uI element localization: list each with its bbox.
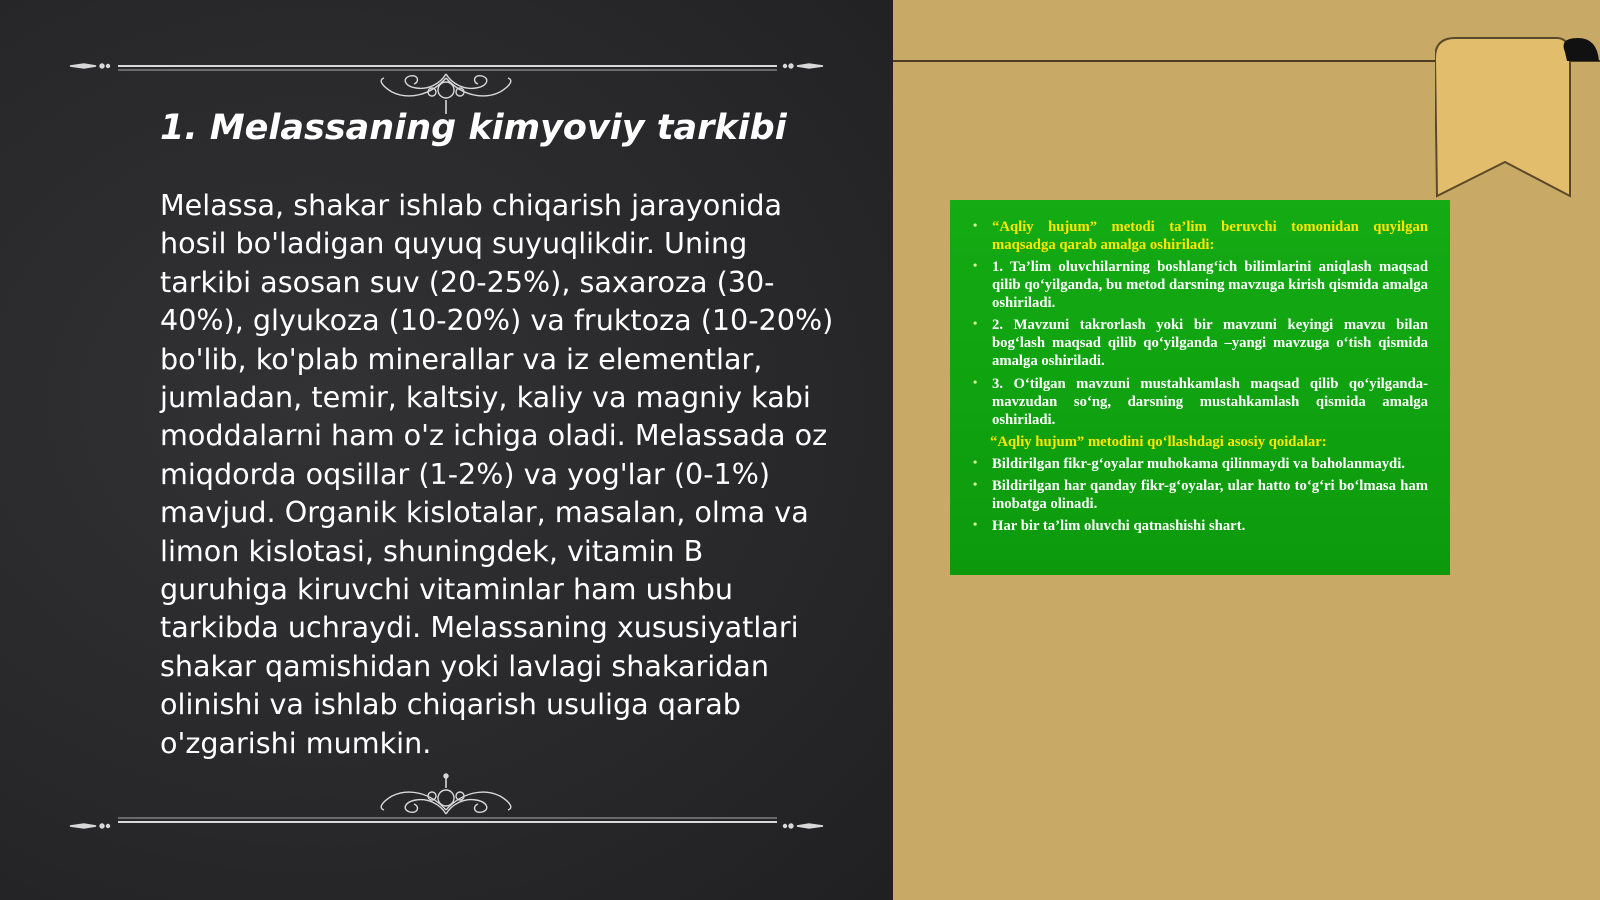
- list-item: • “Aqliy hujum” metodi ta’lim beruvchi tomonidan quyilgan maqsadga qarab amalga oshiriladi:: [972, 218, 1428, 254]
- list-item: • Bildirilgan har qanday fikr-g‘oyalar, ular hatto to‘g‘ri bo‘lmasa ham inobatga olinadi.: [972, 477, 1428, 513]
- list-item: • 3. O‘tilgan mavzuni mustahkamlash maqsad qilib qo‘yilganda-mavzudan so‘ng, darsning mustahkamlash qismida amalga oshiriladi.: [972, 375, 1428, 429]
- list-item: • 1. Ta’lim oluvchilarning boshlang‘ich bilimlarini aniqlash maqsad qilib qo‘yilganda, bu metod darsning mavzuga kirish qismida amalga oshiriladi.: [972, 258, 1428, 312]
- list-item: • Har bir ta’lim oluvchi qatnashishi shart.: [972, 517, 1428, 535]
- slide-title: 1. Melassaning kimyoviy tarkibi: [160, 108, 787, 148]
- aqliy-hujum-textbox: [950, 200, 1450, 575]
- list-item: • Bildirilgan fikr-g‘oyalar muhokama qilinmaydi va baholanmaydi.: [972, 455, 1428, 473]
- body-paragraph: Melassa, shakar ishlab chiqarish jarayonida hosil bo'ladigan quyuq suyuqlikdir. Uning tarkibi asosan suv (20-25%), saxaroza (30-40%), glyukoza (10-20%) va fruktoza (10-20%) bo'lib, ko'plab minerallar va iz elementlar, jumladan, temir, kaltsiy, kaliy va magniy kabi moddalarni ham o'z ichiga oladi. Melassada oz miqdorda oqsillar (1-2%) va yog'lar (0-1%) mavjud. Organik kislotalar, masalan, olma va limon kislotasi, shuningdek, vitamin B guruhiga kiruvchi vitaminlar ham ushbu tarkibda uchraydi. Melassaning xususiyatlari shakar qamishidan yoki lavlagi shakaridan olinishi va ishlab chiqarish usuliga qarab o'zgarishi mumkin.: [160, 188, 834, 760]
- list-item: • 2. Mavzuni takrorlash yoki bir mavzuni keyingi mavzu bilan bog‘lash maqsad qilib qo‘yilganda –yangi mavzuga o‘tish qismida amalga oshiriladi.: [972, 316, 1428, 370]
- bookmark-icon: [1435, 36, 1600, 201]
- rules-heading: “Aqliy hujum” metodini qo‘llashdagi asosiy qoidalar:: [990, 433, 1327, 450]
